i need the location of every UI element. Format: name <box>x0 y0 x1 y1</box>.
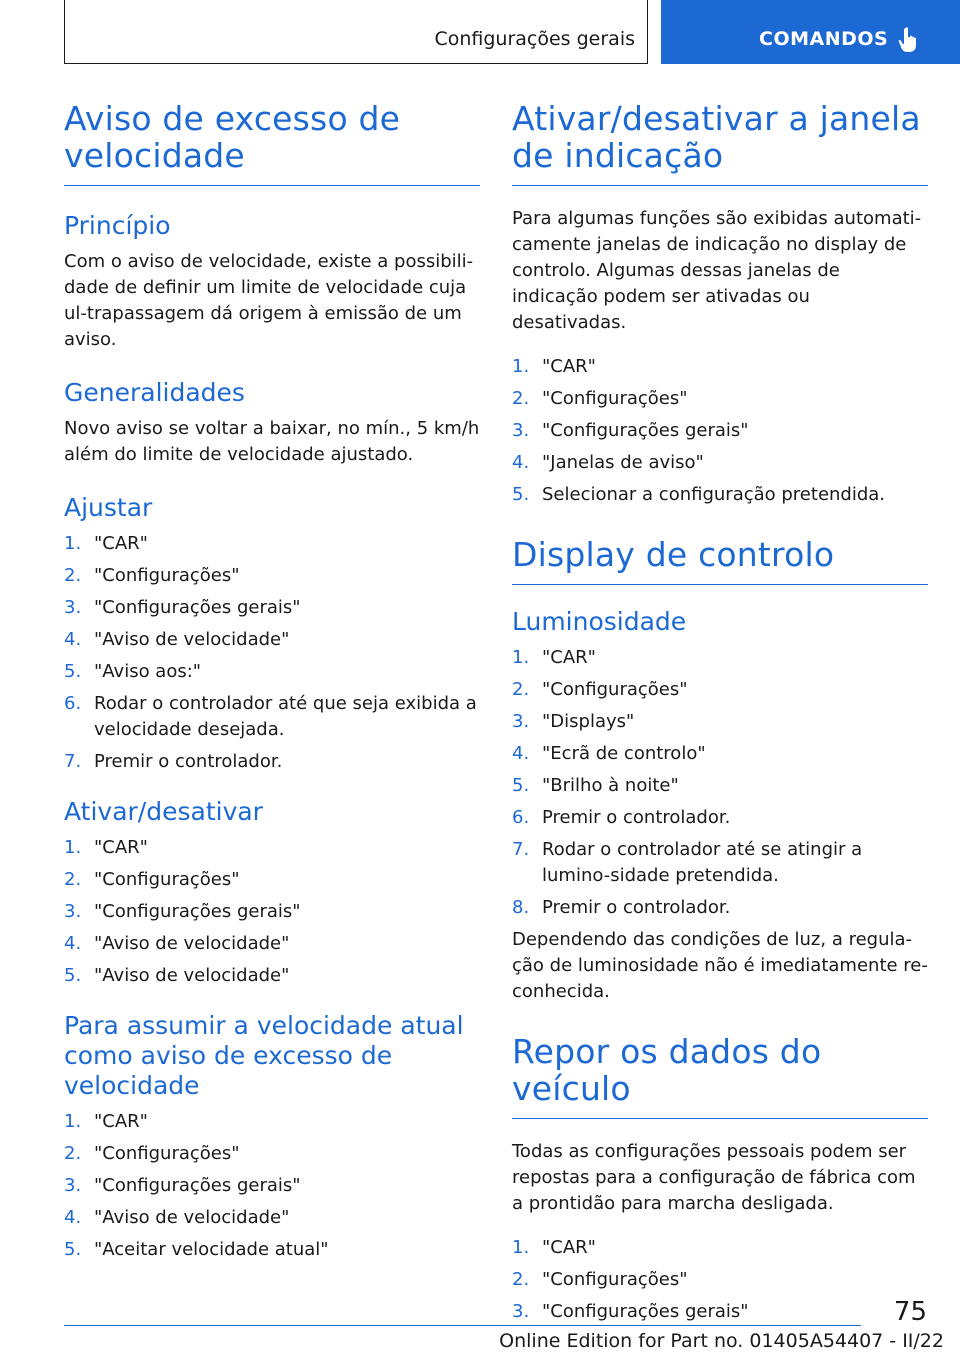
list-item: 4. "Ecrã de controlo" <box>512 743 706 764</box>
list-item: 6. Premir o controlador. <box>512 807 731 828</box>
list-item: 1. "CAR" <box>64 1111 148 1132</box>
list-item: 3. "Configurações gerais" <box>512 1301 749 1322</box>
list-item: 1. "CAR" <box>64 533 148 554</box>
adopt-steps <box>64 1109 480 1263</box>
list-item: 2. "Configurações" <box>512 679 688 700</box>
list-item: 2. "Configurações" <box>512 388 688 409</box>
running-header <box>64 0 648 64</box>
list-item: 5. Selecionar a configuração pretendida. <box>512 484 886 505</box>
reset-steps <box>512 1235 928 1325</box>
heading-toggle: Ativar/desativar <box>64 797 263 826</box>
list-item: 7. Premir o controlador. <box>64 751 283 772</box>
edition-footer: Online Edition for Part no. 01405A54407 - II/22 <box>499 1330 944 1352</box>
left-column <box>64 100 480 1269</box>
list-item: 3. "Configurações gerais" <box>64 901 301 922</box>
list-item: 5. "Brilho à noite" <box>512 775 679 796</box>
list-item: 1. "CAR" <box>512 1237 596 1258</box>
list-item: 6. Rodar o controlador até que seja exibida a velocidade desejada. <box>64 693 477 740</box>
list-item: 2. "Configurações" <box>64 869 240 890</box>
adjust-steps <box>64 531 480 775</box>
list-item: 2. "Configurações" <box>64 565 240 586</box>
indication-steps <box>512 354 928 508</box>
list-item: 4. "Janelas de aviso" <box>512 452 704 473</box>
heading-general: Generalidades <box>64 378 245 407</box>
indication-text: Para algumas funções são exibidas automati-camente janelas de indicação no display de controlo. Algumas dessas janelas de indicação podem ser ativadas ou desativadas. <box>512 208 922 333</box>
heading-principle: Princípio <box>64 211 171 240</box>
section-title-speed-warning: Aviso de excesso de velocidade <box>64 100 480 186</box>
footer-divider <box>64 1325 861 1326</box>
list-item: 1. "CAR" <box>512 647 596 668</box>
list-item: 5. "Aviso aos:" <box>64 661 202 682</box>
chapter-label: COMANDOS <box>759 28 889 50</box>
right-column <box>512 100 928 1331</box>
heading-adopt-current-speed: Para assumir a velocidade atual como aviso de excesso de velocidade <box>64 1011 464 1100</box>
list-item: 3. "Configurações gerais" <box>64 1175 301 1196</box>
section-title-control-display: Display de controlo <box>512 536 928 585</box>
list-item: 5. "Aceitar velocidade atual" <box>64 1239 329 1260</box>
heading-adjust: Ajustar <box>64 493 153 522</box>
brightness-note: Dependendo das condições de luz, a regula-ção de luminosidade não é imediatamente re-conhecida. <box>512 929 928 1002</box>
list-item: 2. "Configurações" <box>64 1143 240 1164</box>
section-label: Configurações gerais <box>434 28 635 50</box>
list-item: 5. "Aviso de velocidade" <box>64 965 290 986</box>
page-number: 75 <box>893 1297 927 1327</box>
list-item: 4. "Aviso de velocidade" <box>64 629 290 650</box>
list-item: 1. "CAR" <box>512 356 596 377</box>
section-title-reset-vehicle-data: Repor os dados do veículo <box>512 1033 928 1119</box>
list-item: 7. Rodar o controlador até se atingir a lumino-sidade pretendida. <box>512 839 863 886</box>
general-text: Novo aviso se voltar a baixar, no mín., 5 km/h além do limite de velocidade ajustado. <box>64 418 480 465</box>
list-item: 3. "Configurações gerais" <box>64 597 301 618</box>
chapter-tab <box>661 0 960 64</box>
principle-text: Com o aviso de velocidade, existe a possibili-dade de definir um limite de velocidade cuja ul-trapassagem dá origem à emissão de um aviso. <box>64 251 474 350</box>
heading-brightness: Luminosidade <box>512 607 687 636</box>
brightness-steps <box>512 645 928 921</box>
list-item: 4. "Aviso de velocidade" <box>64 1207 290 1228</box>
list-item: 4. "Aviso de velocidade" <box>64 933 290 954</box>
reset-text: Todas as configurações pessoais podem ser repostas para a configuração de fábrica com a prontidão para marcha desligada. <box>512 1141 916 1214</box>
toggle-steps <box>64 835 480 989</box>
list-item: 3. "Displays" <box>512 711 635 732</box>
list-item: 3. "Configurações gerais" <box>512 420 749 441</box>
pointing-hand-icon <box>897 26 921 54</box>
list-item: 8. Premir o controlador. <box>512 897 731 918</box>
list-item: 2. "Configurações" <box>512 1269 688 1290</box>
section-title-indication-window: Ativar/desativar a janela de indicação <box>512 100 928 186</box>
list-item: 1. "CAR" <box>64 837 148 858</box>
